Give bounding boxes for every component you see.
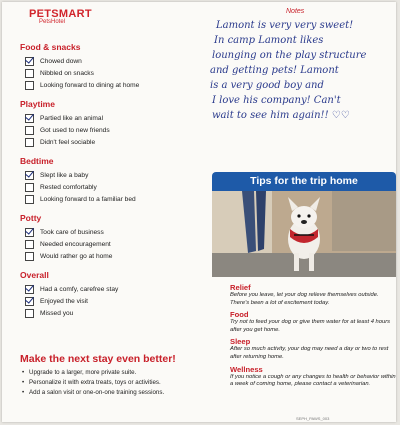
checkbox[interactable] [25,171,34,180]
tip-relief [212,283,396,307]
checklist-label: Chowed down [40,57,82,65]
tip-wellness [212,365,396,389]
heart-doodles: ♡♡ [331,110,350,121]
checklist-label: Looking forward to dining at home [40,81,140,89]
checklist-item [20,226,205,238]
next-stay-bullet: • Personalize it with extra treats, toys or activities. [22,379,210,386]
section-potty [20,213,205,262]
section-title: Potty [20,213,42,223]
checklist-item [20,55,205,67]
section-title: Overall [20,270,49,280]
checklist-label: Needed encouragement [40,240,111,248]
checklist-item [20,124,205,136]
checkbox[interactable] [25,297,34,306]
tips-panel [212,172,396,422]
report-card [2,2,396,422]
note-line: and getting pets! Lamont [210,65,339,76]
checklist-label: Got used to new friends [40,126,110,134]
checkbox[interactable] [25,183,34,192]
section-overall [20,270,205,319]
checkbox[interactable] [25,69,34,78]
checklist-item [20,112,205,124]
tip-heading: Sleep [230,337,251,347]
tip-text: If you notice a cough or any changes to health or behavior within a week of coming home, please contact a veterinarian. [230,373,396,388]
checkbox[interactable] [25,228,34,237]
note-line: lounging on the play structure [212,50,367,61]
checklist-item [20,193,205,205]
checkbox[interactable] [25,126,34,135]
checklist-label: Slept like a baby [40,171,89,179]
checklist-item [20,283,205,295]
section-playtime [20,99,205,148]
next-stay-title: Make the next stay even better! [20,353,176,365]
checklist-item [20,169,205,181]
checklist-label: Missed you [40,309,74,317]
checkbox[interactable] [25,195,34,204]
section-food [20,42,205,91]
checklist [20,42,205,327]
dog-illustration [212,191,396,277]
checklist-label: Enjoyed the visit [40,297,89,305]
section-title: Bedtime [20,156,54,166]
tip-text: After so much activity, your dog may need a day or two to rest after returning home. [230,346,389,360]
tip-text: Try not to feed your dog or give them water for at least 4 hours after you get home. [230,319,391,333]
brand-sub: PetsHotel [39,19,66,25]
checklist-label: Nibbled on snacks [40,69,94,77]
footer-code: SEPH_PAWS_003 [296,416,330,421]
section-title: Playtime [20,99,55,109]
checklist-item [20,250,205,262]
checkbox[interactable] [25,285,34,294]
note-line: In camp Lamont likes [214,35,324,46]
checkbox[interactable] [25,114,34,123]
next-stay-panel [20,353,210,399]
checkbox[interactable] [25,81,34,90]
checklist-item [20,238,205,250]
checklist-label: Took care of business [40,228,104,236]
checklist-item [20,67,205,79]
tip-text: Before you leave, let your dog relieve themselves outside. There's been a lot of excitement today. [230,292,379,306]
next-stay-bullet: • Upgrade to a larger, more private suite. [22,369,210,376]
checklist-label: Partied like an animal [40,114,104,122]
petsmart-logo [29,8,92,25]
tip-heading: Wellness [230,364,263,374]
checklist-label: Rested comfortably [40,183,97,191]
checklist-item [20,295,205,307]
handwritten-notes [212,18,396,123]
next-stay-list [20,369,210,396]
section-title: Food & snacks [20,42,81,52]
tip-sleep [212,337,396,361]
note-line: I love his company! Can't [212,95,341,106]
notes-label: Notes [286,8,305,15]
checklist-item [20,181,205,193]
checklist-item [20,136,205,148]
checklist-label: Would rather go at home [40,252,113,260]
checkbox[interactable] [25,138,34,147]
next-stay-bullet: • Add a salon visit or one-on-one training sessions. [22,389,210,396]
note-line: Lamont is very very sweet! [216,20,354,31]
checkbox[interactable] [25,57,34,66]
checklist-label: Didn't feel sociable [40,138,96,146]
checkbox[interactable] [25,309,34,318]
checklist-label: Looking forward to a familiar bed [40,195,136,203]
note-line: wait to see him again!! [212,110,329,121]
tips-title: Tips for the trip home [212,172,396,191]
dog-photo [212,191,396,277]
tip-food [212,310,396,334]
checklist-label: Had a comfy, carefree stay [40,285,119,293]
checkbox[interactable] [25,240,34,249]
tip-heading: Food [230,310,249,320]
checkbox[interactable] [25,252,34,261]
checklist-item [20,307,205,319]
note-line: is a very good boy and [210,80,324,91]
checklist-item [20,79,205,91]
brand-name: PETSMART [29,8,92,20]
section-bedtime [20,156,205,205]
tip-heading: Relief [230,283,251,292]
